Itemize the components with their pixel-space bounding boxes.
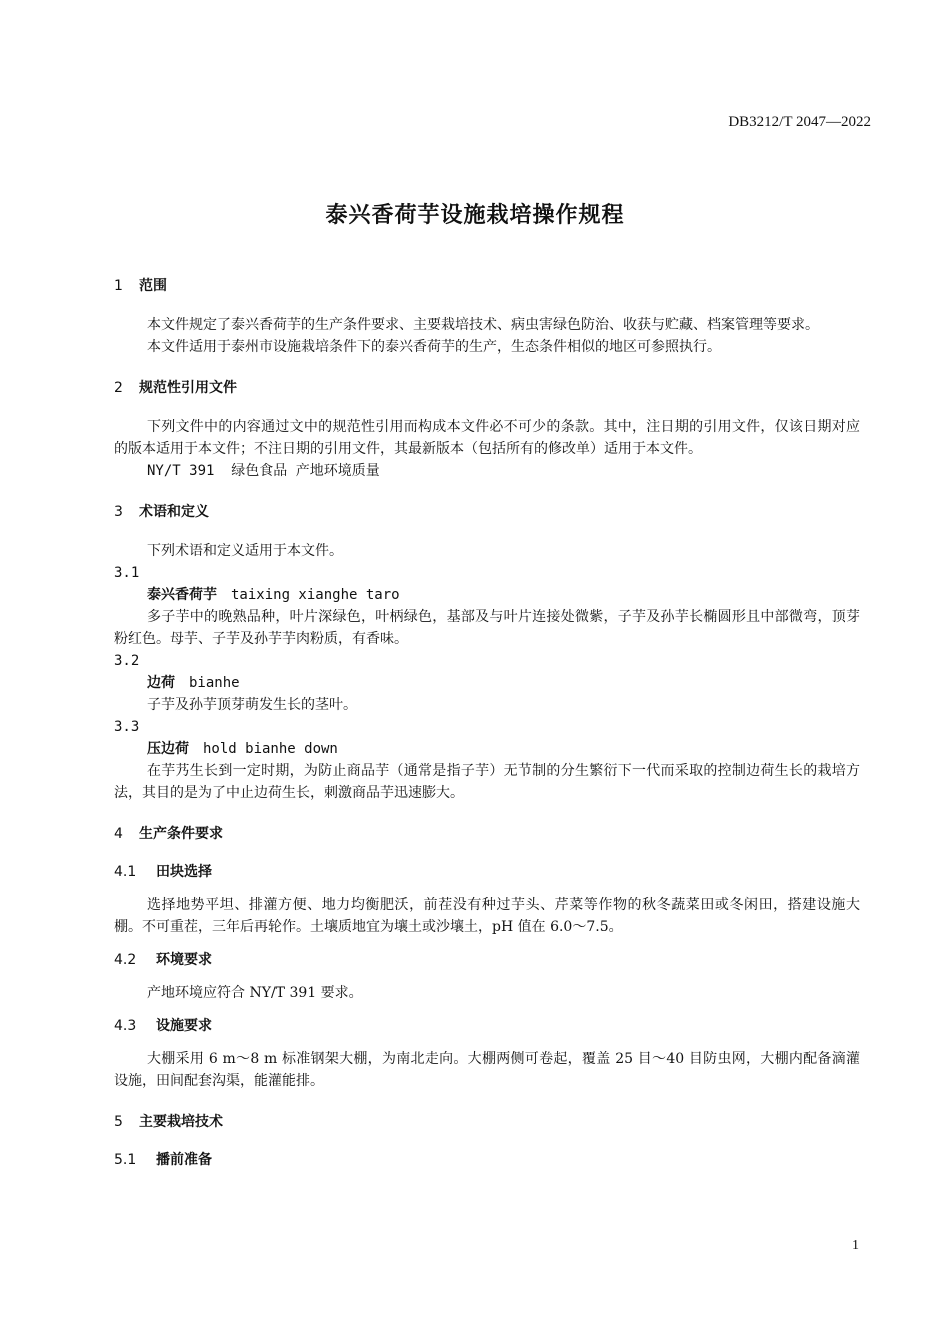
section-1-heading: 1 范围 [114, 278, 167, 294]
subsection-4-2-heading: 4.2 环境要求 [114, 952, 212, 968]
page-number: 1 [852, 1238, 859, 1253]
section-5-heading: 5 主要栽培技术 [114, 1114, 223, 1130]
term-name: 压边荷 hold bianhe down [147, 741, 338, 757]
section-1-para-1: 本文件规定了泰兴香荷芋的生产条件要求、主要栽培技术、病虫害绿色防治、收获与贮藏、档案管理等要求。 [147, 317, 819, 333]
subsection-4-1-heading: 4.1 田块选择 [114, 864, 212, 880]
section-3-heading: 3 术语和定义 [114, 504, 209, 520]
section-2-para-1: 下列文件中的内容通过文中的规范性引用而构成本文件必不可少的条款。其中，注日期的引用文件，仅该日期对应的版本适用于本文件；不注日期的引用文件，其最新版本（包括所有的修改单）适用于本文件。 [114, 419, 860, 457]
standard-code: DB3212/T 2047—2022 [728, 114, 871, 130]
normative-reference: NY/T 391 绿色食品 产地环境质量 [147, 463, 380, 479]
term-number: 3.2 [114, 653, 140, 669]
term-entry [114, 716, 860, 804]
term-definition: 子芋及孙芋顶芽萌发生长的茎叶。 [147, 697, 357, 713]
term-entry [114, 562, 860, 650]
subsection-4-1-para: 选择地势平坦、排灌方便、地力均衡肥沃，前茬没有种过芋头、芹菜等作物的秋冬蔬菜田或冬闲田，搭建设施大棚。不可重茬，三年后再轮作。土壤质地宜为壤土或沙壤土，pH 值在 6.0～7.5。 [114, 897, 860, 935]
document-title: 泰兴香荷芋设施栽培操作规程 [325, 203, 625, 228]
subsection-4-2-para: 产地环境应符合 NY/T 391 要求。 [147, 985, 363, 1001]
section-1-para-2: 本文件适用于泰州市设施栽培条件下的泰兴香荷芋的生产，生态条件相似的地区可参照执行。 [147, 339, 721, 355]
term-definition: 在芋艿生长到一定时期，为防止商品芋（通常是指子芋）无节制的分生繁衍下一代而采取的控制边荷生长的栽培方法，其目的是为了中止边荷生长，刺激商品芋迅速膨大。 [114, 763, 860, 801]
subsection-4-3-para: 大棚采用 6 m～8 m 标准钢架大棚，为南北走向。大棚两侧可卷起，覆盖 25 目～40 目防虫网，大棚内配备滴灌设施，田间配套沟渠，能灌能排。 [114, 1051, 860, 1089]
section-3-intro: 下列术语和定义适用于本文件。 [147, 543, 343, 559]
subsection-5-1-heading: 5.1 播前准备 [114, 1152, 212, 1168]
term-number: 3.1 [114, 565, 140, 581]
section-2-heading: 2 规范性引用文件 [114, 380, 237, 396]
section-4-heading: 4 生产条件要求 [114, 826, 223, 842]
subsection-4-3-heading: 4.3 设施要求 [114, 1018, 212, 1034]
term-definition: 多子芋中的晚熟品种，叶片深绿色，叶柄绿色，基部及与叶片连接处微紫，子芋及孙芋长椭圆形且中部微弯，顶芽粉红色。母芋、子芋及孙芋芋肉粉质，有香味。 [114, 609, 860, 647]
term-name: 泰兴香荷芋 taixing xianghe taro [147, 587, 400, 603]
term-number: 3.3 [114, 719, 140, 735]
term-name: 边荷 bianhe [147, 675, 240, 691]
document-body [114, 276, 860, 1170]
term-entry [114, 650, 860, 716]
